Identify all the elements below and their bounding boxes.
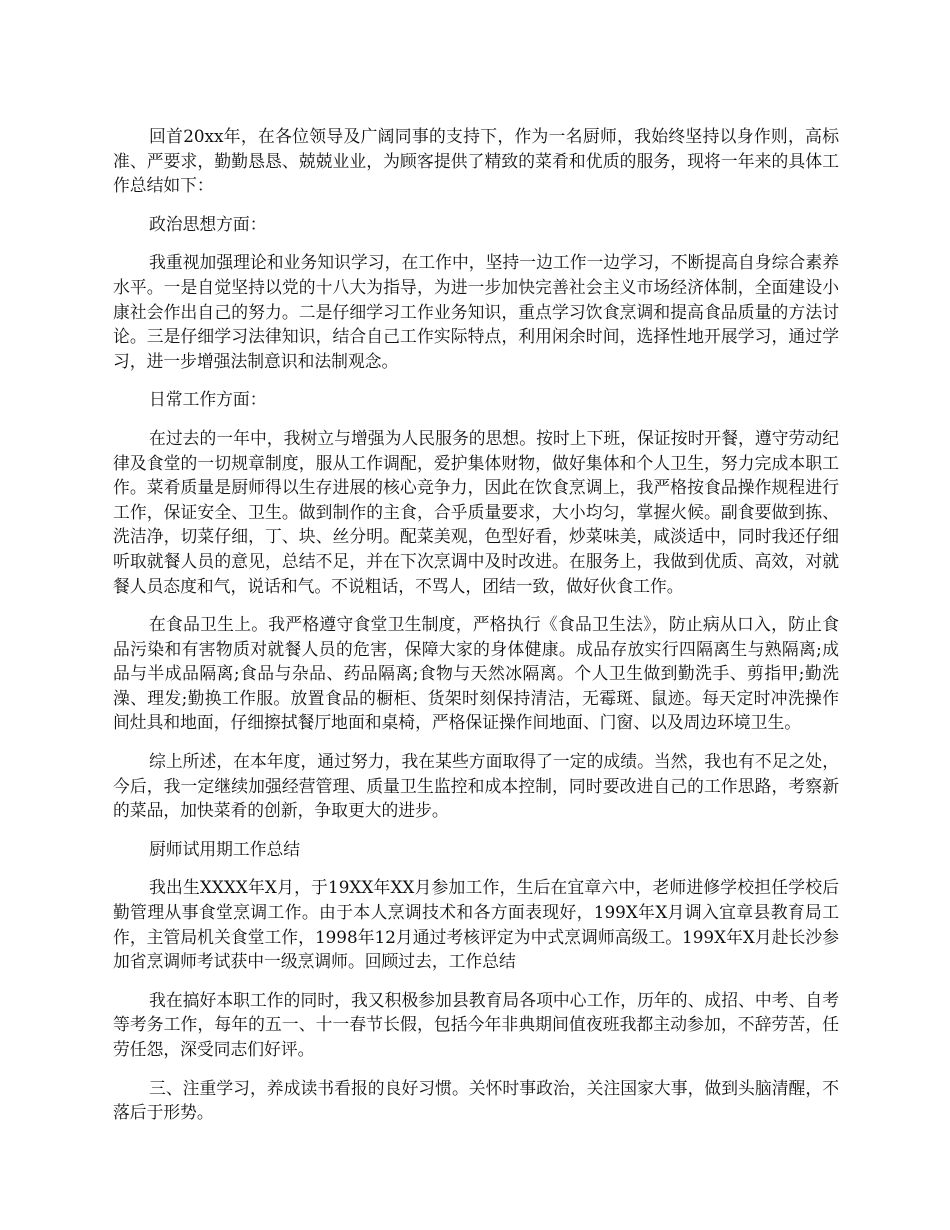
study-paragraph: 三、注重学习，养成读书看报的良好习惯。关怀时事政治，关注国家大事，做到头脑清醒，不落后于形势。 [113,1077,839,1123]
document-page [113,124,839,1139]
politics-paragraph: 我重视加强理论和业务知识学习，在工作中，坚持一边工作一边学习，不断提高自身综合素养水平。一是自觉坚持以党的十八大为指导，为进一步加快完善社会主义市场经济体制，全面建设小康社会作出自己的努力。二是仔细学习工作业务知识，重点学习饮食烹调和提高食品质量的方法讨论。三是仔细学习法律知识，结合自己工作实际特点，利用闲余时间，选择性地开展学习，通过学习，进一步增强法制意识和法制观念。 [113,252,839,371]
food-hygiene-paragraph: 在食品卫生上。我严格遵守食堂卫生制度，严格执行《食品卫生法》，防止病从口入，防止食品污染和有害物质对就餐人员的危害，保障大家的身体健康。成品存放实行四隔离生与熟隔离;成品与半成品隔离;食品与杂品、药品隔离;食物与天然冰隔离。个人卫生做到勤洗手、剪指甲;勤洗澡、理发;勤换工作服。放置食品的橱柜、货架时刻保持清洁，无霉斑、鼠迹。每天定时冲洗操作间灶具和地面，仔细擦拭餐厅地面和桌椅，严格保证操作间地面、门窗、以及周边环境卫生。 [113,614,839,733]
summary-paragraph: 综上所述，在本年度，通过努力，我在某些方面取得了一定的成绩。当然，我也有不足之处，今后，我一定继续加强经营管理、质量卫生监控和成本控制，同时要改进自己的工作思路，考察新的菜品，加快菜肴的创新，争取更大的进步。 [113,751,839,821]
biography-paragraph: 我出生XXXX年X月，于19XX年XX月参加工作，生后在宜章六中，老师进修学校担任学校后勤管理从事食堂烹调工作。由于本人烹调技术和各方面表现好，199X年X月调入宜章县教育局工作，主管局机关食堂工作，1998年12月通过考核评定为中式烹调师高级工。199X年X月赴长沙参加省烹调师考试获中一级烹调师。回顾过去，工作总结 [113,877,839,972]
extra-work-paragraph: 我在搞好本职工作的同时，我又积极参加县教育局各项中心工作，历年的、成招、中考、自考等考务工作，每年的五一、十一春节长假，包括今年非典期间值夜班我都主动参加，不辞劳苦，任劳任怨，深受同志们好评。 [113,989,839,1059]
section-heading-daily-work: 日常工作方面： [149,389,267,410]
daily-work-paragraph: 在过去的一年中，我树立与增强为人民服务的思想。按时上下班，保证按时开餐，遵守劳动纪律及食堂的一切规章制度，服从工作调配，爱护集体财物，做好集体和个人卫生，努力完成本职工作。菜肴质量是厨师得以生存进展的核心竞争力，因此在饮食烹调上，我严格按食品操作规程进行工作，保证安全、卫生。做到制作的主食，合乎质量要求，大小均匀，掌握火候。副食要做到拣、洗洁净，切菜仔细，丁、块、丝分明。配菜美观，色型好看，炒菜味美，咸淡适中，同时我还仔细听取就餐人员的意见，总结不足，并在下次烹调中及时改进。在服务上，我做到优质、高效，对就餐人员态度和气，说话和气。不说粗话，不骂人，团结一致，做好伙食工作。 [113,427,839,596]
section-heading-politics: 政治思想方面： [149,213,267,234]
section-heading-probation: 厨师试用期工作总结 [149,838,301,859]
intro-paragraph: 回首20xx年，在各位领导及广阔同事的支持下，作为一名厨师，我始终坚持以身作则，高标准、严要求，勤勤恳恳、兢兢业业，为顾客提供了精致的菜肴和优质的服务，现将一年来的具体工作总结如下： [113,126,839,196]
